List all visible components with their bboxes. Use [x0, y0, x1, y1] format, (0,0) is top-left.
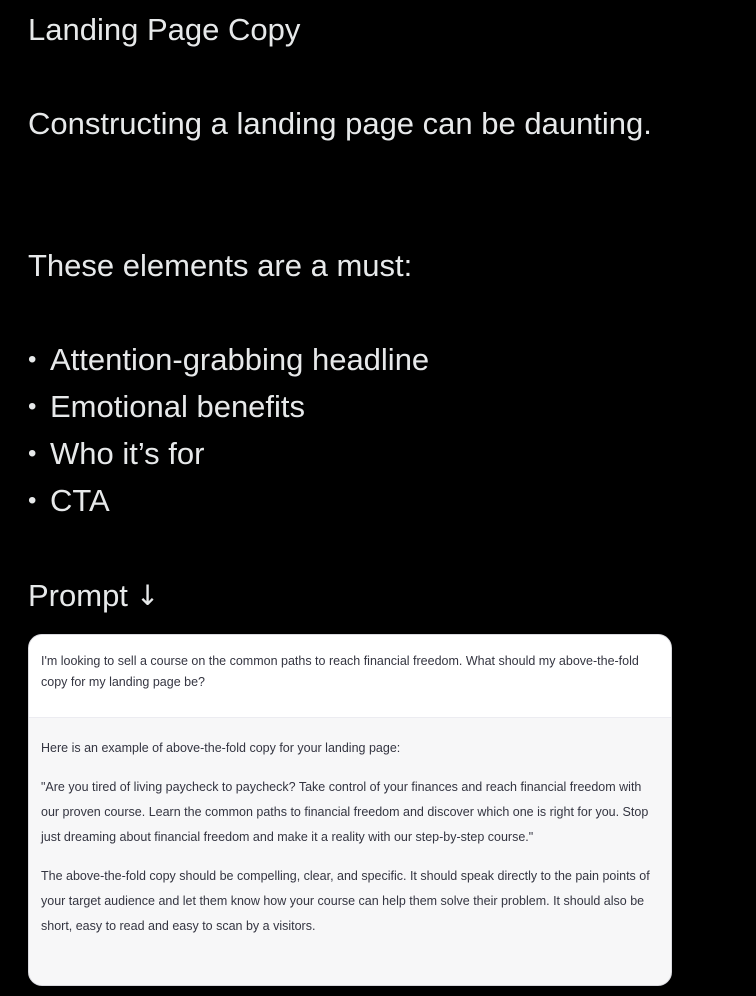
- list-item: [28, 336, 429, 383]
- list-item: [28, 477, 429, 524]
- assistant-response: [29, 718, 671, 939]
- prompt-label: Prompt: [28, 578, 128, 613]
- bullet-text: CTA: [50, 483, 110, 518]
- bullet-icon: •: [28, 393, 37, 420]
- bullet-icon: •: [28, 346, 37, 373]
- bullet-text: Emotional benefits: [50, 389, 306, 424]
- bullet-list: [28, 336, 429, 524]
- response-example: "Are you tired of living paycheck to paycheck? Take control of your finances and reach financial freedom with our proven course. Learn the common paths to financial freedom and discover which one is right for you. Stop just dreaming about financial freedom and make it a reality with our step-by-step course.": [41, 780, 649, 844]
- response-intro: Here is an example of above-the-fold copy for your landing page:: [41, 741, 401, 755]
- bullet-text: Who it’s for: [50, 436, 205, 471]
- prompt-label-row: [28, 572, 159, 619]
- arrow-down-icon: ↓: [135, 579, 160, 612]
- post-title: Landing Page Copy: [28, 12, 301, 47]
- bullet-text: Attention-grabbing headline: [50, 342, 430, 377]
- post-intro: Constructing a landing page can be daunting.: [28, 106, 652, 141]
- user-message: I'm looking to sell a course on the common paths to reach financial freedom. What should my above-the-fold copy for my landing page be?: [29, 635, 671, 718]
- bullet-icon: •: [28, 440, 37, 467]
- must-heading: These elements are a must:: [28, 248, 413, 283]
- list-item: [28, 383, 429, 430]
- bullet-icon: •: [28, 487, 37, 514]
- response-advice: The above-the-fold copy should be compelling, clear, and specific. It should speak directly to the pain points of your target audience and let them know how your course can help them solve their problem. It should also be short, easy to read and easy to scan by a visitors.: [41, 869, 650, 933]
- list-item: [28, 430, 429, 477]
- chat-screenshot-image[interactable]: [28, 634, 672, 986]
